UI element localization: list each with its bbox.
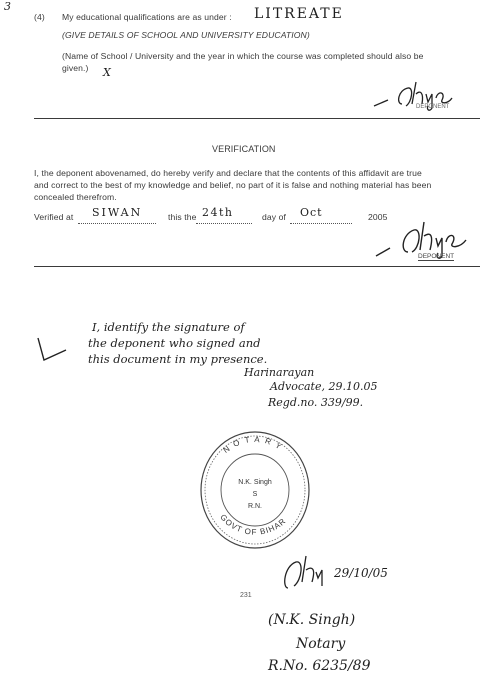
verification-body-line2: and correct to the best of my knowledge and belief, no part of it is false and nothing material has been	[34, 180, 432, 190]
notary-title: Notary	[296, 636, 346, 652]
identify-line1: I, identify the signature of	[92, 320, 245, 334]
advocate-line: Advocate, 29.10.05	[270, 380, 378, 393]
section-divider	[34, 118, 480, 119]
advocate-reg: Regd.no. 339/99.	[268, 396, 364, 409]
advocate-signature: Harinarayan	[244, 366, 315, 379]
verification-place: SIWAN	[92, 206, 143, 219]
month-dotted-line	[290, 223, 352, 224]
identify-line3: this document in my presence.	[88, 352, 268, 366]
item-number: (4)	[34, 12, 45, 22]
page-mark: 231	[240, 592, 252, 599]
verification-body-line1: I, the deponent abovenamed, do hereby verify and declare that the contents of this affidavit are true	[34, 168, 422, 178]
place-dotted-line	[78, 223, 156, 224]
education-answer: LITREATE	[254, 6, 344, 22]
deponent-label-1: DEPONENT	[416, 104, 450, 110]
deponent-label-2: DEPONENT	[418, 253, 455, 260]
identify-line2: the deponent who signed and	[88, 336, 261, 350]
education-note-mark: X	[103, 66, 111, 79]
this-the-label: this the	[168, 212, 197, 222]
corner-mark: 3	[4, 0, 11, 13]
education-instruction: (GIVE DETAILS OF SCHOOL AND UNIVERSITY EDUCATION)	[62, 30, 310, 40]
notary-signature	[280, 552, 332, 592]
seal-bottom-text: GOVT OF BIHAR	[218, 512, 288, 537]
verification-day: 24th	[202, 206, 234, 219]
seal-top-text: NOTARY	[221, 434, 288, 455]
notary-seal	[196, 426, 314, 554]
education-note-line1: (Name of School / University and the year in which the course was completed should also be	[62, 51, 424, 61]
education-statement: My educational qualifications are as under :	[62, 12, 232, 22]
day-of-label: day of	[262, 212, 287, 222]
day-dotted-line	[196, 223, 252, 224]
verification-year: 2005	[368, 212, 388, 222]
notary-name: (N.K. Singh)	[268, 612, 356, 628]
verified-at-label: Verified at	[34, 212, 74, 222]
seal-name: N.K. Singh	[238, 479, 272, 486]
seal-bottom: R.N.	[248, 503, 262, 510]
check-mark	[36, 334, 68, 364]
verification-heading: VERIFICATION	[212, 144, 276, 154]
notary-reg: R.No. 6235/89	[268, 658, 371, 674]
notary-sign-date: 29/10/05	[334, 566, 388, 580]
verification-divider	[34, 266, 480, 267]
verification-body-line3: concealed therefrom.	[34, 192, 117, 202]
verification-month: Oct	[300, 206, 323, 219]
seal-mid: S	[252, 491, 258, 498]
education-note-line2: given.)	[62, 63, 89, 73]
